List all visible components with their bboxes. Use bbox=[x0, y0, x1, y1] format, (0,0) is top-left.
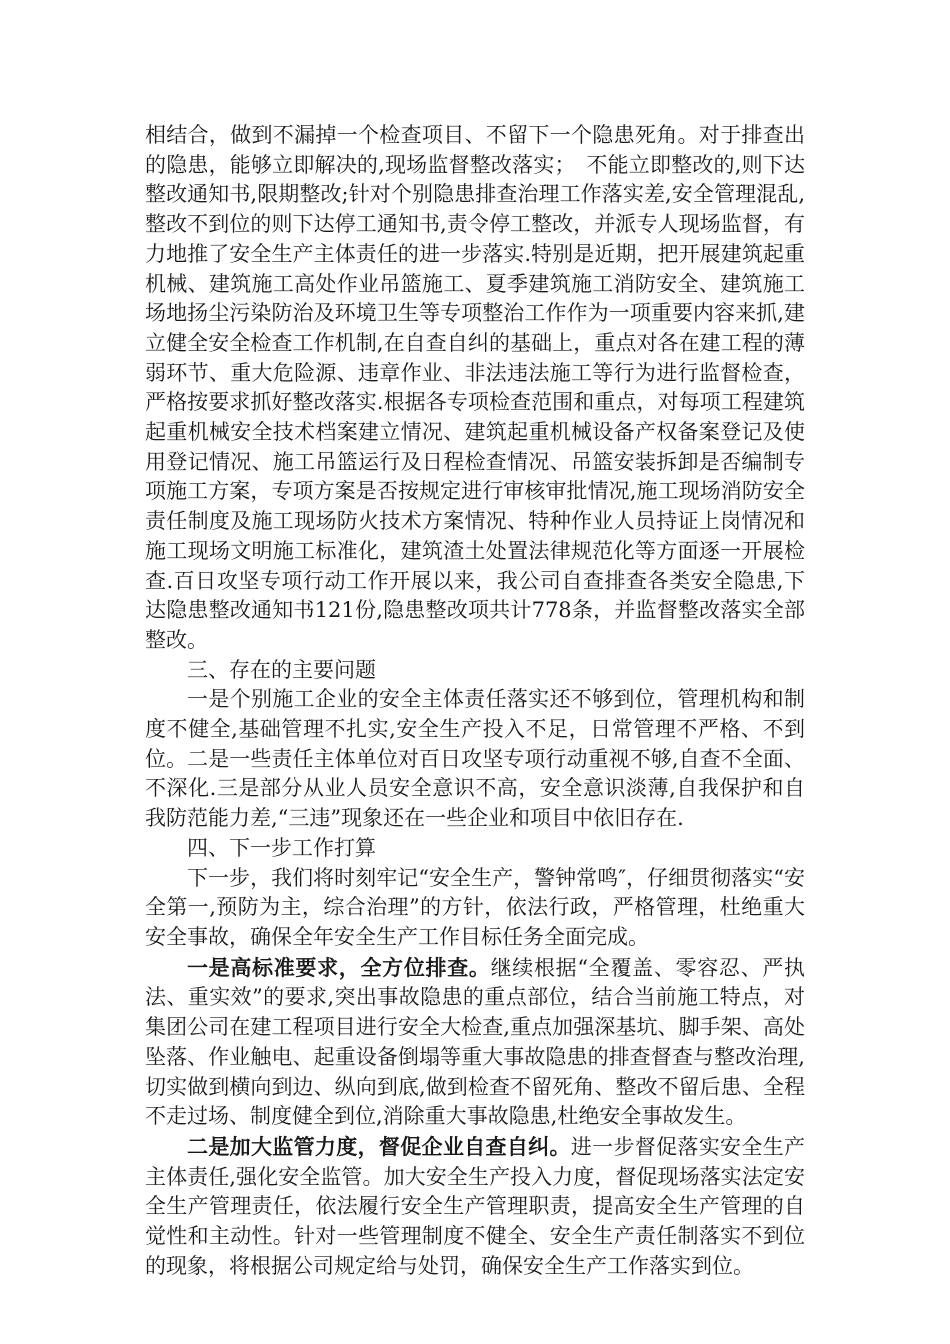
paragraph-lead-high-standard: 一是高标准要求，全方位排查。 bbox=[187, 954, 491, 980]
paragraph-lead-supervision: 二是加大监管力度，督促企业自查自纠。 bbox=[187, 1133, 571, 1159]
paragraph-next-steps-intro: 下一步，我们将时刻牢记“安全生产，警钟常鸣″，仔细贯彻落实“安全第一,预防为主，综合治理”的方针，依法行政，严格管理，杜绝重大安全事故，确保全年安全生产工作目标任务全面完成。 bbox=[145, 865, 805, 949]
document-page bbox=[145, 121, 805, 1281]
paragraph-body-supervision: 进一步督促落实安全生产主体责任,强化安全监管。加大安全生产投入力度，督促现场落实法定安全生产管理责任，依法履行安全生产管理职责，提高安全生产管理的自觉性和主动性。针对一些管理制度不健全、安全生产责任制落实不到位的现象，将根据公司规定给与处罚，确保安全生产工作落实到位。 bbox=[145, 1134, 806, 1278]
paragraph-inspection-results: 相结合，做到不漏掉一个检查项目、不留下一个隐患死角。对于排查出的隐患，能够立即解决的,现场监督整改落实； 不能立即整改的,则下达整改通知书,限期整改;针对个别隐患排查治理工作落实差,安全管理混乱,整改不到位的则下达停工通知书,责令停工整改，并派专人现场监督，有力地推了安全生产主体责任的进一步落实.特别是近期，把开展建筑起重机械、建筑施工高处作业吊篮施工、夏季建筑施工消防安全、建筑施工场地扬尘污染防治及环境卫生等专项整治工作作为一项重要内容来抓,建立健全安全检查工作机制,在自查自纠的基础上，重点对各在建工程的薄弱环节、重大危险源、违章作业、非法违法施工等行为进行监督检查，严格按要求抓好整改落实.根据各专项检查范围和重点，对每项工程建筑起重机械安全技术档案建立情况、建筑起重机械设备产权备案登记及使用登记情况、施工吊篮运行及日程检查情况、吊篮安装拆卸是否编制专项施工方案，专项方案是否按规定进行审核审批情况,施工现场消防安全责任制度及施工现场防火技术方案情况、特种作业人员持证上岗情况和施工现场文明施工标准化，建筑渣土处置法律规范化等方面逐一开展检查.百日攻坚专项行动工作开展以来，我公司自查排查各类安全隐患,下达隐患整改通知书121份,隐患整改项共计778条，并监督整改落实全部整改。 bbox=[145, 123, 805, 652]
paragraph-main-problems: 一是个别施工企业的安全主体责任落实还不够到位，管理机构和制度不健全,基础管理不扎实,安全生产投入不足，日常管理不严格、不到位。二是一些责任主体单位对百日攻坚专项行动重视不够,自查不全面、不深化.三是部分从业人员安全意识不高，安全意识淡薄,自我保护和自我防范能力差,“三违”现象还在一些企业和项目中依旧存在. bbox=[145, 687, 805, 831]
section-heading-main-problems: 三、存在的主要问题 bbox=[187, 657, 376, 682]
paragraph-high-standard bbox=[145, 953, 805, 1132]
paragraph-supervision bbox=[145, 1132, 805, 1282]
paragraph-body-high-standard: 继续根据“全覆盖、零容忍、严执法、重实效”的要求,突出事故隐患的重点部位，结合当前施工特点，对集团公司在建工程项目进行安全大检查,重点加强深基坑、脚手架、高处坠落、作业触电、起重设备倒塌等重大事故隐患的排查督查与整改治理,切实做到横向到边、纵向到底,做到检查不留死角、整改不留后患、全程不走过场、制度健全到位,消除重大事故隐患,杜绝安全事故发生。 bbox=[145, 955, 805, 1129]
section-heading-next-steps: 四、下一步工作打算 bbox=[187, 835, 376, 860]
